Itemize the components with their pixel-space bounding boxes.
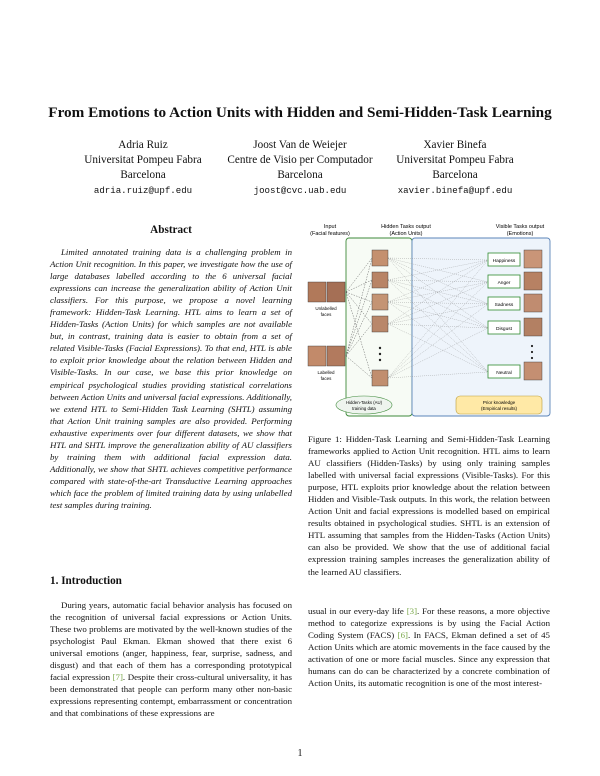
- author-name: Xavier Binefa: [423, 139, 487, 151]
- emotion-label: Disgust: [496, 327, 512, 332]
- face-label: faces: [320, 376, 332, 381]
- bottom-label: training data: [352, 406, 376, 411]
- hidden-tasks-sublabel: (Action Units): [389, 231, 423, 237]
- visible-tasks-label: Visible Tasks output: [495, 224, 545, 230]
- author-name: Adria Ruiz: [118, 139, 168, 151]
- abstract-heading: Abstract: [150, 224, 192, 236]
- author-email[interactable]: adria.ruiz@upf.edu: [93, 185, 193, 196]
- face-image: [327, 282, 345, 302]
- face-image: [308, 346, 326, 366]
- author-city: Barcelona: [120, 169, 166, 181]
- au-training-data-oval: [336, 396, 392, 414]
- section-heading: 1. Introduction: [50, 575, 122, 587]
- citation-link[interactable]: [7]: [112, 672, 123, 683]
- visible-tasks-sublabel: (Emotions): [506, 231, 534, 237]
- author-affiliation: Universitat Pompeu Fabra: [84, 154, 202, 166]
- author-email[interactable]: joost@cvc.uab.edu: [253, 185, 347, 196]
- author-city: Barcelona: [432, 169, 478, 181]
- intro-column-1: [50, 599, 292, 719]
- abstract-text: Limited annotated training data is a challenging problem in Action Unit recognition. In this paper, we investigate how the use of large databases labelled according to the 6 universal facial expressions can increase the generalization ability of Action Unit classifiers. For this purpose, we propose a novel learning framework: Hidden-Task Learning. HTL aims to learn a set of Hidden-Tasks (Action Units) for which samples are not available but, in contrast, training data is easier to obtain from a set of related Visible-Tasks (Facial Expressions). To that end, HTL is able to exploit prior knowledge about the relation between Hidden and Visible-Tasks. In our case, we base this prior knowledge on empirical psychological studies providing statistical correlations between Action Units and universal facial expressions. Additionally, we extend HTL to Semi-Hidden Task Learning (SHTL) assuming that Action Unit training samples are also provided. Performing exhaustive experiments over four different datasets, we show that HTL and SHTL improve the generalization ability of AU classifiers by training them with additional facial expression data. Additionally, we show that SHTL achieves competitive performance compared with state-of-the-art Transductive Learning approaches which face the problem of limited training data by using unlabelled test samples during training.: [50, 247, 292, 510]
- author-3: [360, 138, 550, 198]
- input-label: Input: [323, 224, 337, 230]
- emotion-label: Anger: [497, 281, 511, 286]
- figure-caption: Figure 1: Hidden-Task Learning and Semi-Hidden-Task Learning frameworks applied to Action Unit recognition. HTL aims to learn AU classifiers (Hidden-Tasks) by using only training samples labelled with universal facial expressions (Visible-Tasks). For this purpose, HTL exploits prior knowledge about the relation between Hidden and Visible-Task outputs. In this work, the relation between Action Unit and facial expressions is modelled based on empirical results obtained in psychological studies. SHTL is an extension of HTL assuming that samples from the Hidden-Tasks (Action Units) can also be provided. We show that the use of additional facial expression training samples increases the generalization ability of the learned AU classifiers.: [308, 434, 550, 577]
- bottom-label: Prior knowledge: [482, 400, 516, 405]
- intro-text: During years, automatic facial behavior analysis has focused on the recognition of universal facial expressions or Action Units. These two problems are motivated by the well-known studies of the psychologist Paul Ekman. Ekman showed that there exist 6 universal emotions (anger, happiness, fear, surprise, sadness, and disgust) and that each of them has a corresponding prototypical facial expression: [50, 600, 292, 683]
- intro-text: . Despite their cross-cultural universality, it has been demonstrated that people can perform many other non-basic expressions representing contempt, embarrassment or concentration and that combinations of these expressions are: [50, 672, 292, 719]
- page-number: 1: [297, 748, 303, 759]
- bottom-label: (Empirical results): [480, 406, 518, 411]
- citation-link[interactable]: [6]: [397, 630, 408, 641]
- author-affiliation: Universitat Pompeu Fabra: [396, 154, 514, 166]
- paper-title: From Emotions to Action Units with Hidden and Semi-Hidden-Task Learning: [48, 104, 552, 121]
- emotion-label: Neutral: [496, 371, 512, 376]
- figure-1-diagram: [306, 220, 552, 426]
- face-label: faces: [320, 312, 332, 317]
- face-label: Unlabelled: [315, 306, 337, 311]
- face-image: [327, 346, 345, 366]
- face-image: [308, 282, 326, 302]
- intro-text: . In FACS, Ekman defined a set of 45 Action Units which are atomic movements in the face caused by the activation of one or more facial muscles. Since any expression that humans can do can be characterized by a concrete combination of Action Units, its automatic recognition is one of the most interest-: [308, 630, 550, 689]
- author-email[interactable]: xavier.binefa@upf.edu: [397, 185, 513, 196]
- prior-knowledge-box: [456, 396, 542, 414]
- intro-text: usual in our every-day life: [308, 606, 404, 616]
- face-label: Labelled: [317, 370, 335, 375]
- intro-column-2: [308, 605, 550, 689]
- author-affiliation: Centre de Visio per Computador: [227, 154, 373, 166]
- hidden-tasks-label: Hidden Tasks output: [381, 224, 431, 230]
- emotion-label: Sadness: [494, 303, 514, 308]
- citation-link[interactable]: [3]: [406, 606, 418, 616]
- input-sublabel: (Facial features): [310, 231, 350, 237]
- bottom-label: Hidden-Tasks (AU): [345, 400, 383, 405]
- author-name: Joost Van de Weiejer: [253, 139, 347, 151]
- author-city: Barcelona: [277, 169, 323, 181]
- emotion-label: Happiness: [492, 259, 516, 264]
- intro-text: . For these reasons, a more objective method to categorize expressions is by using the Facial Action Coding System (FACS): [308, 606, 550, 641]
